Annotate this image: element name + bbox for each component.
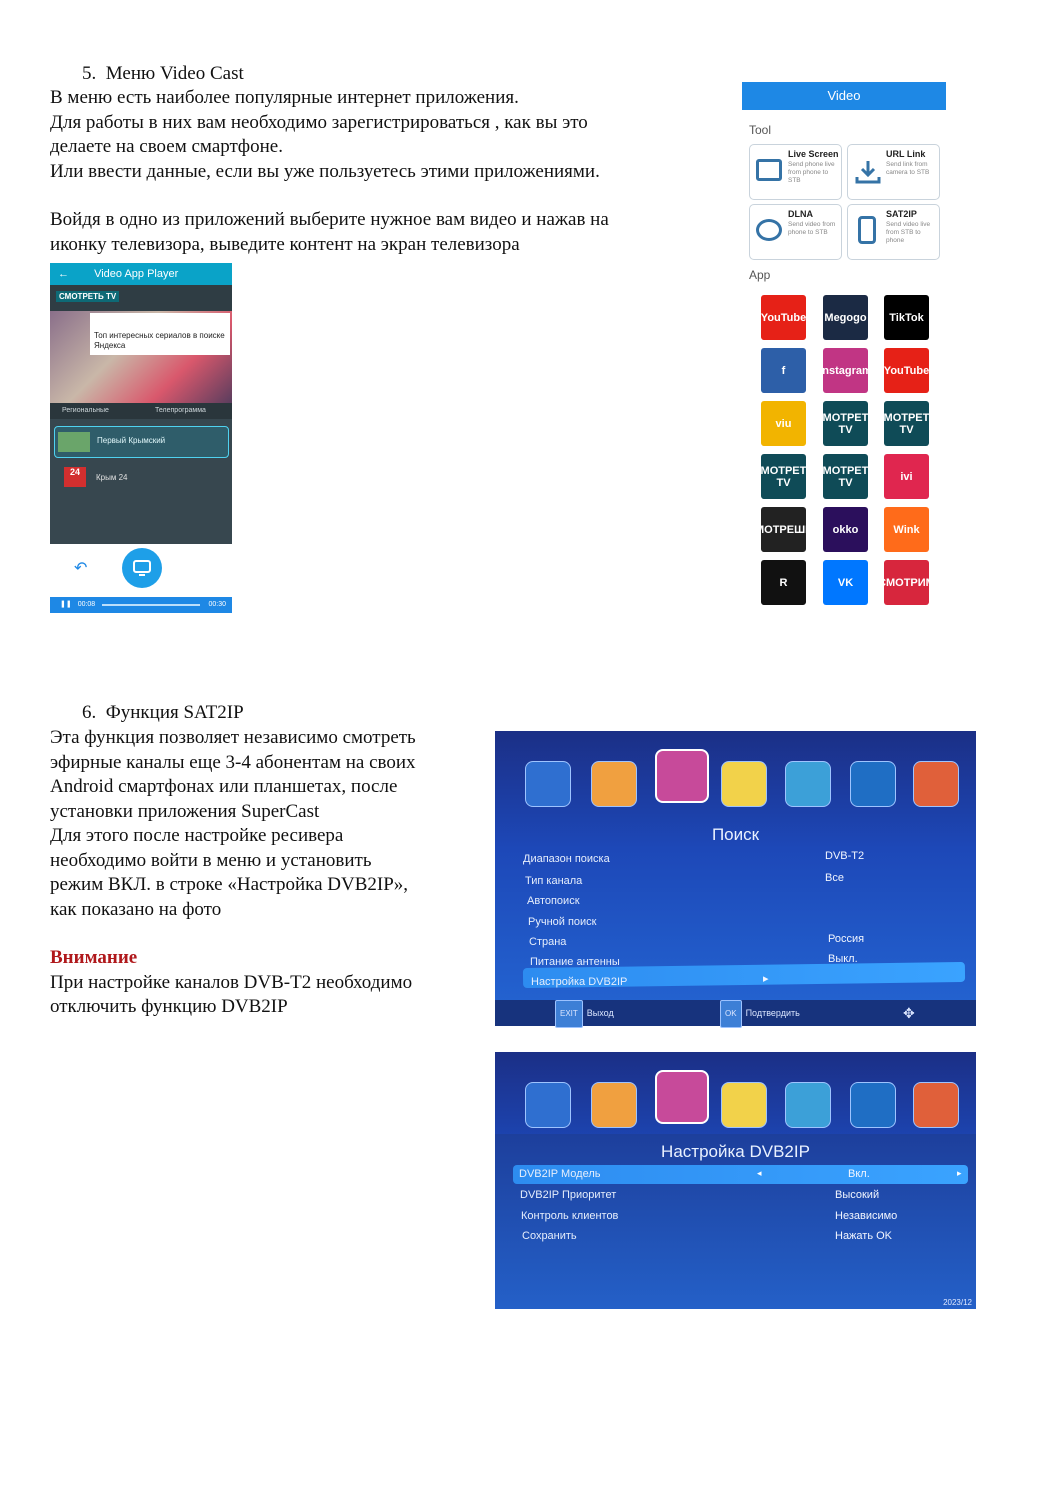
- app-label: App: [749, 268, 771, 282]
- channel-logo: [58, 432, 90, 452]
- stb-dvb2ip-screen: [495, 1052, 976, 1309]
- stb-menu-row-label[interactable]: Тип канала: [525, 875, 583, 887]
- stb-menu-row-value: ▸: [763, 973, 769, 985]
- cast-tv-button[interactable]: [122, 548, 162, 588]
- tool-title: Live Screen: [788, 149, 839, 159]
- app-tile[interactable]: СМОТРИМ: [884, 560, 929, 605]
- dlna-icon: [756, 219, 782, 241]
- channel-item[interactable]: [54, 426, 229, 458]
- warning-line: отключить функцию DVB2IP: [50, 996, 288, 1017]
- arrow-left-icon[interactable]: ◂: [757, 1168, 762, 1178]
- section5-heading: [82, 63, 244, 85]
- ok-key: OK: [720, 1000, 742, 1028]
- channel-item[interactable]: [54, 463, 227, 493]
- stb-menu-icon[interactable]: [785, 761, 831, 807]
- app-tile[interactable]: TikTok: [884, 295, 929, 340]
- stb-menu-row-value: Независимо: [835, 1210, 898, 1222]
- stb-menu-icon[interactable]: [721, 761, 767, 807]
- phone-icon: [858, 216, 876, 244]
- stb-menu-row-label[interactable]: Страна: [529, 936, 567, 948]
- stb-menu-row-label[interactable]: DVB2IP Модель: [519, 1168, 601, 1180]
- stb-menu-row-label[interactable]: DVB2IP Приоритет: [520, 1189, 617, 1201]
- heading-text: Меню Video Cast: [105, 63, 244, 84]
- arrow-right-icon[interactable]: ▸: [957, 1168, 962, 1178]
- stb-menu-row-value: Высокий: [835, 1189, 880, 1201]
- stb-menu-row-label[interactable]: Сохранить: [522, 1230, 577, 1242]
- exit-label: Выход: [586, 1008, 614, 1018]
- stb-menu-row-value: DVB-T2: [825, 850, 865, 862]
- channel-name: Крым 24: [96, 473, 128, 482]
- tool-live-screen[interactable]: [749, 144, 842, 200]
- section6-body: [50, 726, 480, 1020]
- stb-menu-row-label[interactable]: Настройка DVB2IP: [531, 976, 628, 988]
- stb-menu-icon[interactable]: [591, 1082, 637, 1128]
- section6-heading: [82, 702, 244, 724]
- monitor-icon: [756, 159, 782, 181]
- tool-url-link[interactable]: [847, 144, 940, 200]
- stb-menu-row-value: Россия: [828, 933, 865, 945]
- paragraph-line: как показано на фото: [50, 898, 222, 920]
- tool-subtitle: Send phone live from phone to STB: [788, 161, 835, 184]
- tool-subtitle: Send video from phone to STB: [788, 221, 836, 236]
- app-tile[interactable]: R: [761, 560, 806, 605]
- paragraph-line: режим ВКЛ. в строке «Настройка DVB2IP»,: [50, 874, 409, 895]
- app-tile[interactable]: okko: [823, 507, 868, 552]
- paragraph-line: эфирные каналы еще 3-4 абонентам на своих: [50, 751, 416, 773]
- channel-logo: 24: [64, 467, 86, 487]
- tool-subtitle: Send video live from STB to phone: [886, 221, 931, 244]
- stb-footer: [495, 1000, 976, 1026]
- tool-sat2ip[interactable]: [847, 204, 940, 260]
- stb-menu-icon[interactable]: [913, 1082, 959, 1128]
- stb-menu-title: Настройка DVB2IP: [661, 1142, 810, 1161]
- stb-menu-icon[interactable]: [525, 761, 571, 807]
- stb-menu-row-label[interactable]: Ручной поиск: [528, 916, 597, 928]
- paragraph-line: необходимо войти в меню и установить: [50, 849, 372, 871]
- tab-tv-guide[interactable]: Телепрограмма: [155, 407, 206, 414]
- channel-name: Первый Крымский: [97, 436, 166, 445]
- time-total: 00:30: [208, 601, 226, 608]
- stb-search-screen: [495, 731, 976, 1026]
- app-tile[interactable]: VK: [823, 560, 868, 605]
- phone-screenshot: [50, 263, 232, 613]
- tool-title: SAT2IP: [886, 209, 917, 219]
- phone-header-title: Video App Player: [94, 268, 179, 280]
- stb-menu-icon[interactable]: [655, 1070, 709, 1124]
- warning-title: Внимание: [50, 947, 138, 968]
- stb-menu-row-label[interactable]: Автопоиск: [527, 895, 580, 907]
- stb-menu-row-value: Вкл.: [848, 1168, 870, 1180]
- paragraph-line: Или ввести данные, если вы уже пользуетесь этими приложениями.: [50, 160, 600, 182]
- stb-menu-icon[interactable]: [525, 1082, 571, 1128]
- seek-track[interactable]: [102, 604, 200, 606]
- notification-popup: Топ интересных сериалов в поиске Яндекса: [90, 313, 230, 355]
- paragraph-line: Эта функция позволяет независимо смотреть: [50, 727, 416, 748]
- video-title-bar: Video: [742, 82, 946, 110]
- video-preview[interactable]: [50, 311, 232, 403]
- stb-menu-title: Поиск: [711, 825, 760, 844]
- app-tile[interactable]: Megogo: [823, 295, 868, 340]
- tool-dlna[interactable]: [749, 204, 842, 260]
- app-tile[interactable]: ivi: [884, 454, 929, 499]
- stb-menu-row-label[interactable]: Контроль клиентов: [521, 1210, 619, 1222]
- progress-bar[interactable]: [50, 597, 232, 613]
- tool-title: DLNA: [788, 209, 813, 219]
- app-tile[interactable]: СМОТРЕТЬ TV: [761, 454, 806, 499]
- app-tile[interactable]: Wink: [884, 507, 929, 552]
- phone-tabs: [50, 403, 232, 419]
- stb-menu-icon[interactable]: [591, 761, 637, 807]
- stb-menu-icon[interactable]: [850, 1082, 896, 1128]
- stb-menu-icon[interactable]: [785, 1082, 831, 1128]
- app-tile[interactable]: СМОТРЕШКА: [761, 507, 806, 552]
- tool-subtitle: Send link from camera to STB: [886, 161, 930, 176]
- paragraph-line: установки приложения SuperCast: [50, 800, 320, 822]
- brand-logo: СМОТРЕТЬ TV: [56, 291, 119, 302]
- stb-menu-icon[interactable]: [655, 749, 709, 803]
- stb-menu-row-label[interactable]: Диапазон поиска: [523, 853, 610, 865]
- heading-text: Функция SAT2IP: [105, 702, 244, 723]
- time-current: 00:08: [77, 601, 96, 608]
- app-tile[interactable]: СМОТРЕТЬ TV: [823, 401, 868, 446]
- app-tile[interactable]: YouTube: [884, 348, 929, 393]
- paragraph-line: Для этого после настройке ресивера: [50, 825, 344, 846]
- paragraph-line: делаете на своем смартфоне.: [50, 136, 283, 157]
- ok-label: Подтвердить: [745, 1008, 800, 1018]
- stb-date: 2023/12: [943, 1298, 972, 1307]
- app-tile[interactable]: СМОТРЕТЬ TV: [884, 401, 929, 446]
- section5-body: [50, 86, 710, 257]
- paragraph-line: Android смартфонах или планшетах, после: [50, 776, 398, 797]
- paragraph-line: Для работы в них вам необходимо зарегистрироваться , как вы это: [50, 111, 588, 133]
- exit-key: EXIT: [555, 1000, 583, 1028]
- app-tile[interactable]: f: [761, 348, 806, 393]
- app-tile[interactable]: YouTube: [761, 295, 806, 340]
- tab-regional[interactable]: Региональные: [62, 407, 109, 414]
- pause-icon[interactable]: ❚❚: [60, 601, 72, 608]
- navigate-icon: ✥: [903, 1005, 915, 1021]
- stb-menu-row-label[interactable]: Питание антенны: [530, 956, 620, 968]
- stb-menu-icon[interactable]: [913, 761, 959, 807]
- warning-line: При настройке каналов DVB-T2 необходимо: [50, 971, 413, 993]
- tool-label: Tool: [749, 123, 772, 137]
- ok-hint: [720, 1000, 800, 1028]
- reply-icon[interactable]: ↶: [74, 560, 88, 577]
- download-icon: [854, 159, 880, 181]
- player-controls: [50, 544, 232, 613]
- stb-menu-row-value: Нажать OK: [835, 1230, 893, 1242]
- app-tile[interactable]: Instagram: [823, 348, 868, 393]
- stb-menu-row-value: Выкл.: [828, 953, 858, 965]
- back-arrow-icon[interactable]: ←: [58, 268, 69, 280]
- tool-title: URL Link: [886, 149, 926, 159]
- stb-menu-icon[interactable]: [850, 761, 896, 807]
- paragraph-line: иконку телевизора, выведите контент на экран телевизора: [50, 233, 520, 255]
- app-tile[interactable]: viu: [761, 401, 806, 446]
- heading-number: 6.: [82, 702, 97, 723]
- video-cast-panel: [741, 82, 947, 612]
- stb-menu-icon[interactable]: [721, 1082, 767, 1128]
- stb-menu-row-value: Все: [825, 872, 844, 884]
- heading-number: 5.: [82, 63, 97, 84]
- paragraph-line: Войдя в одно из приложений выберите нужное вам видео и нажав на: [50, 209, 609, 230]
- app-tile[interactable]: СМОТРЕТЬ TV: [823, 454, 868, 499]
- phone-header: [50, 263, 232, 285]
- brand-bar: [50, 285, 232, 311]
- paragraph-line: В меню есть наиболее популярные интернет приложения.: [50, 87, 519, 108]
- exit-hint: [555, 1000, 614, 1028]
